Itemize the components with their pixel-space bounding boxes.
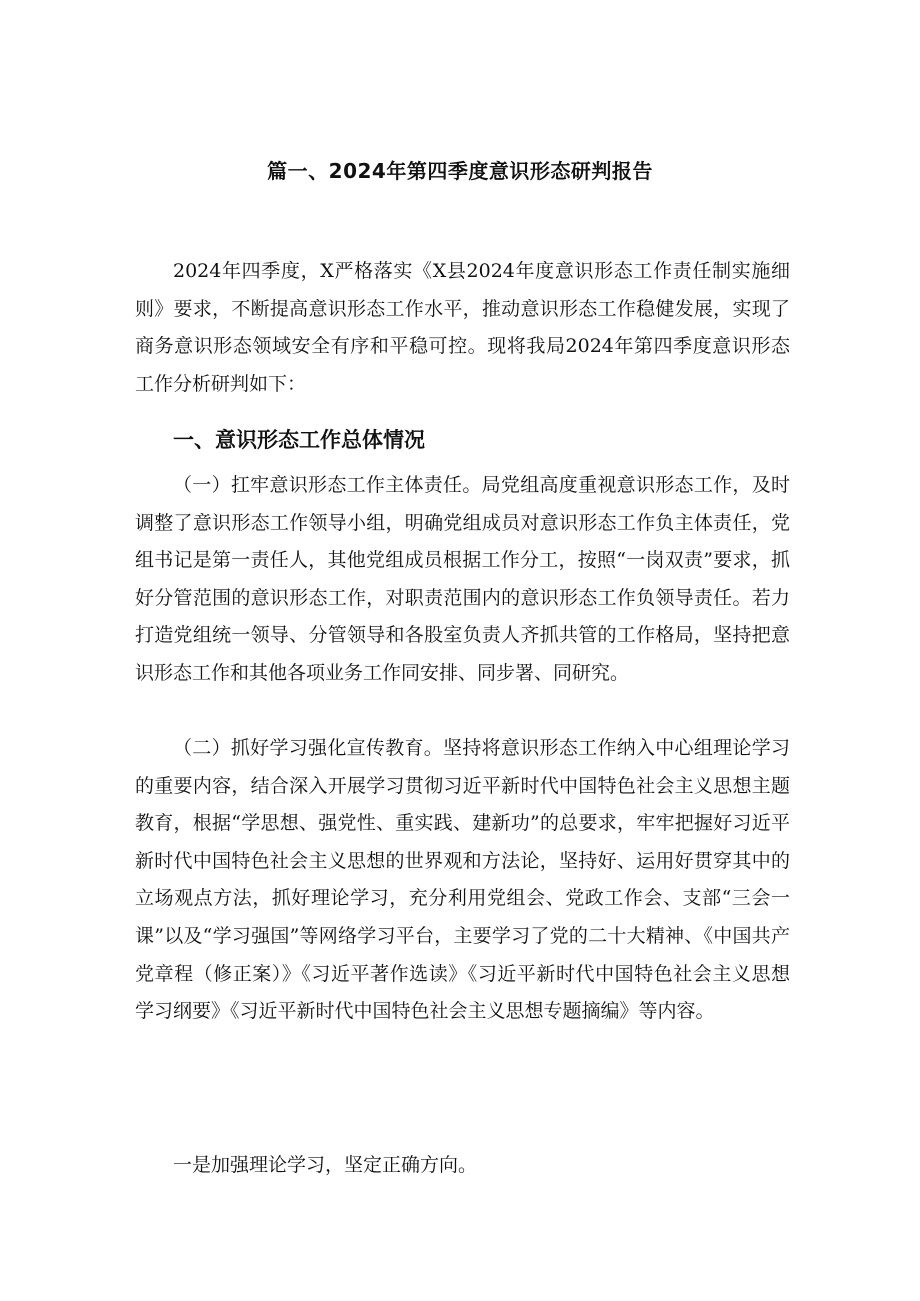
paragraph-study-education: （二）抓好学习强化宣传教育。坚持将意识形态工作纳入中心组理论学习的重要内容，结合深入开展学习贯彻习近平新时代中国特色社会主义思想主题教育，根据“学思想、强党性、重实践、建新功”的总要求，牢牢把握好习近平新时代中国特色社会主义思想的世界观和方法论，坚持好、运用好贯穿其中的立场观点方法，抓好理论学习，充分利用党组会、党政工作会、支部“三会一课”以及“学习强国”等网络学习平台，主要学习了党的二十大精神、《中国共产党章程（修正案）》《习近平著作选读》《习近平新时代中国特色社会主义思想学习纲要》《习近平新时代中国特色社会主义思想专题摘编》等内容。 (135, 737, 790, 1023)
document-title: 篇一、2024年第四季度意识形态研判报告 (267, 159, 653, 183)
sub-point-paragraph: 一是加强理论学习，坚定正确方向。 (173, 1154, 478, 1176)
paragraph-responsibility: （一）扛牢意识形态工作主体责任。局党组高度重视意识形态工作，及时调整了意识形态工作领导小组，明确党组成员对意识形态工作负主体责任，党组书记是第一责任人，其他党组成员根据工作分工，按照“一岗双责”要求，抓好分管范围的意识形态工作，对职责范围内的意识形态工作负领导责任。若力打造党组统一领导、分管领导和各股室负责人齐抓共管的工作格局，坚持把意识形态工作和其他各项业务工作同安排、同步署、同研究。 (135, 474, 790, 684)
intro-paragraph: 2024年四季度，X严格落实《X县2024年度意识形态工作责任制实施细则》要求，不断提高意识形态工作水平，推动意识形态工作稳健发展，实现了商务意识形态领域安全有序和平稳可控。现将我局2024年第四季度意识形态工作分析研判如下： (135, 260, 790, 395)
section-heading: 一、意识形态工作总体情况 (173, 428, 425, 452)
